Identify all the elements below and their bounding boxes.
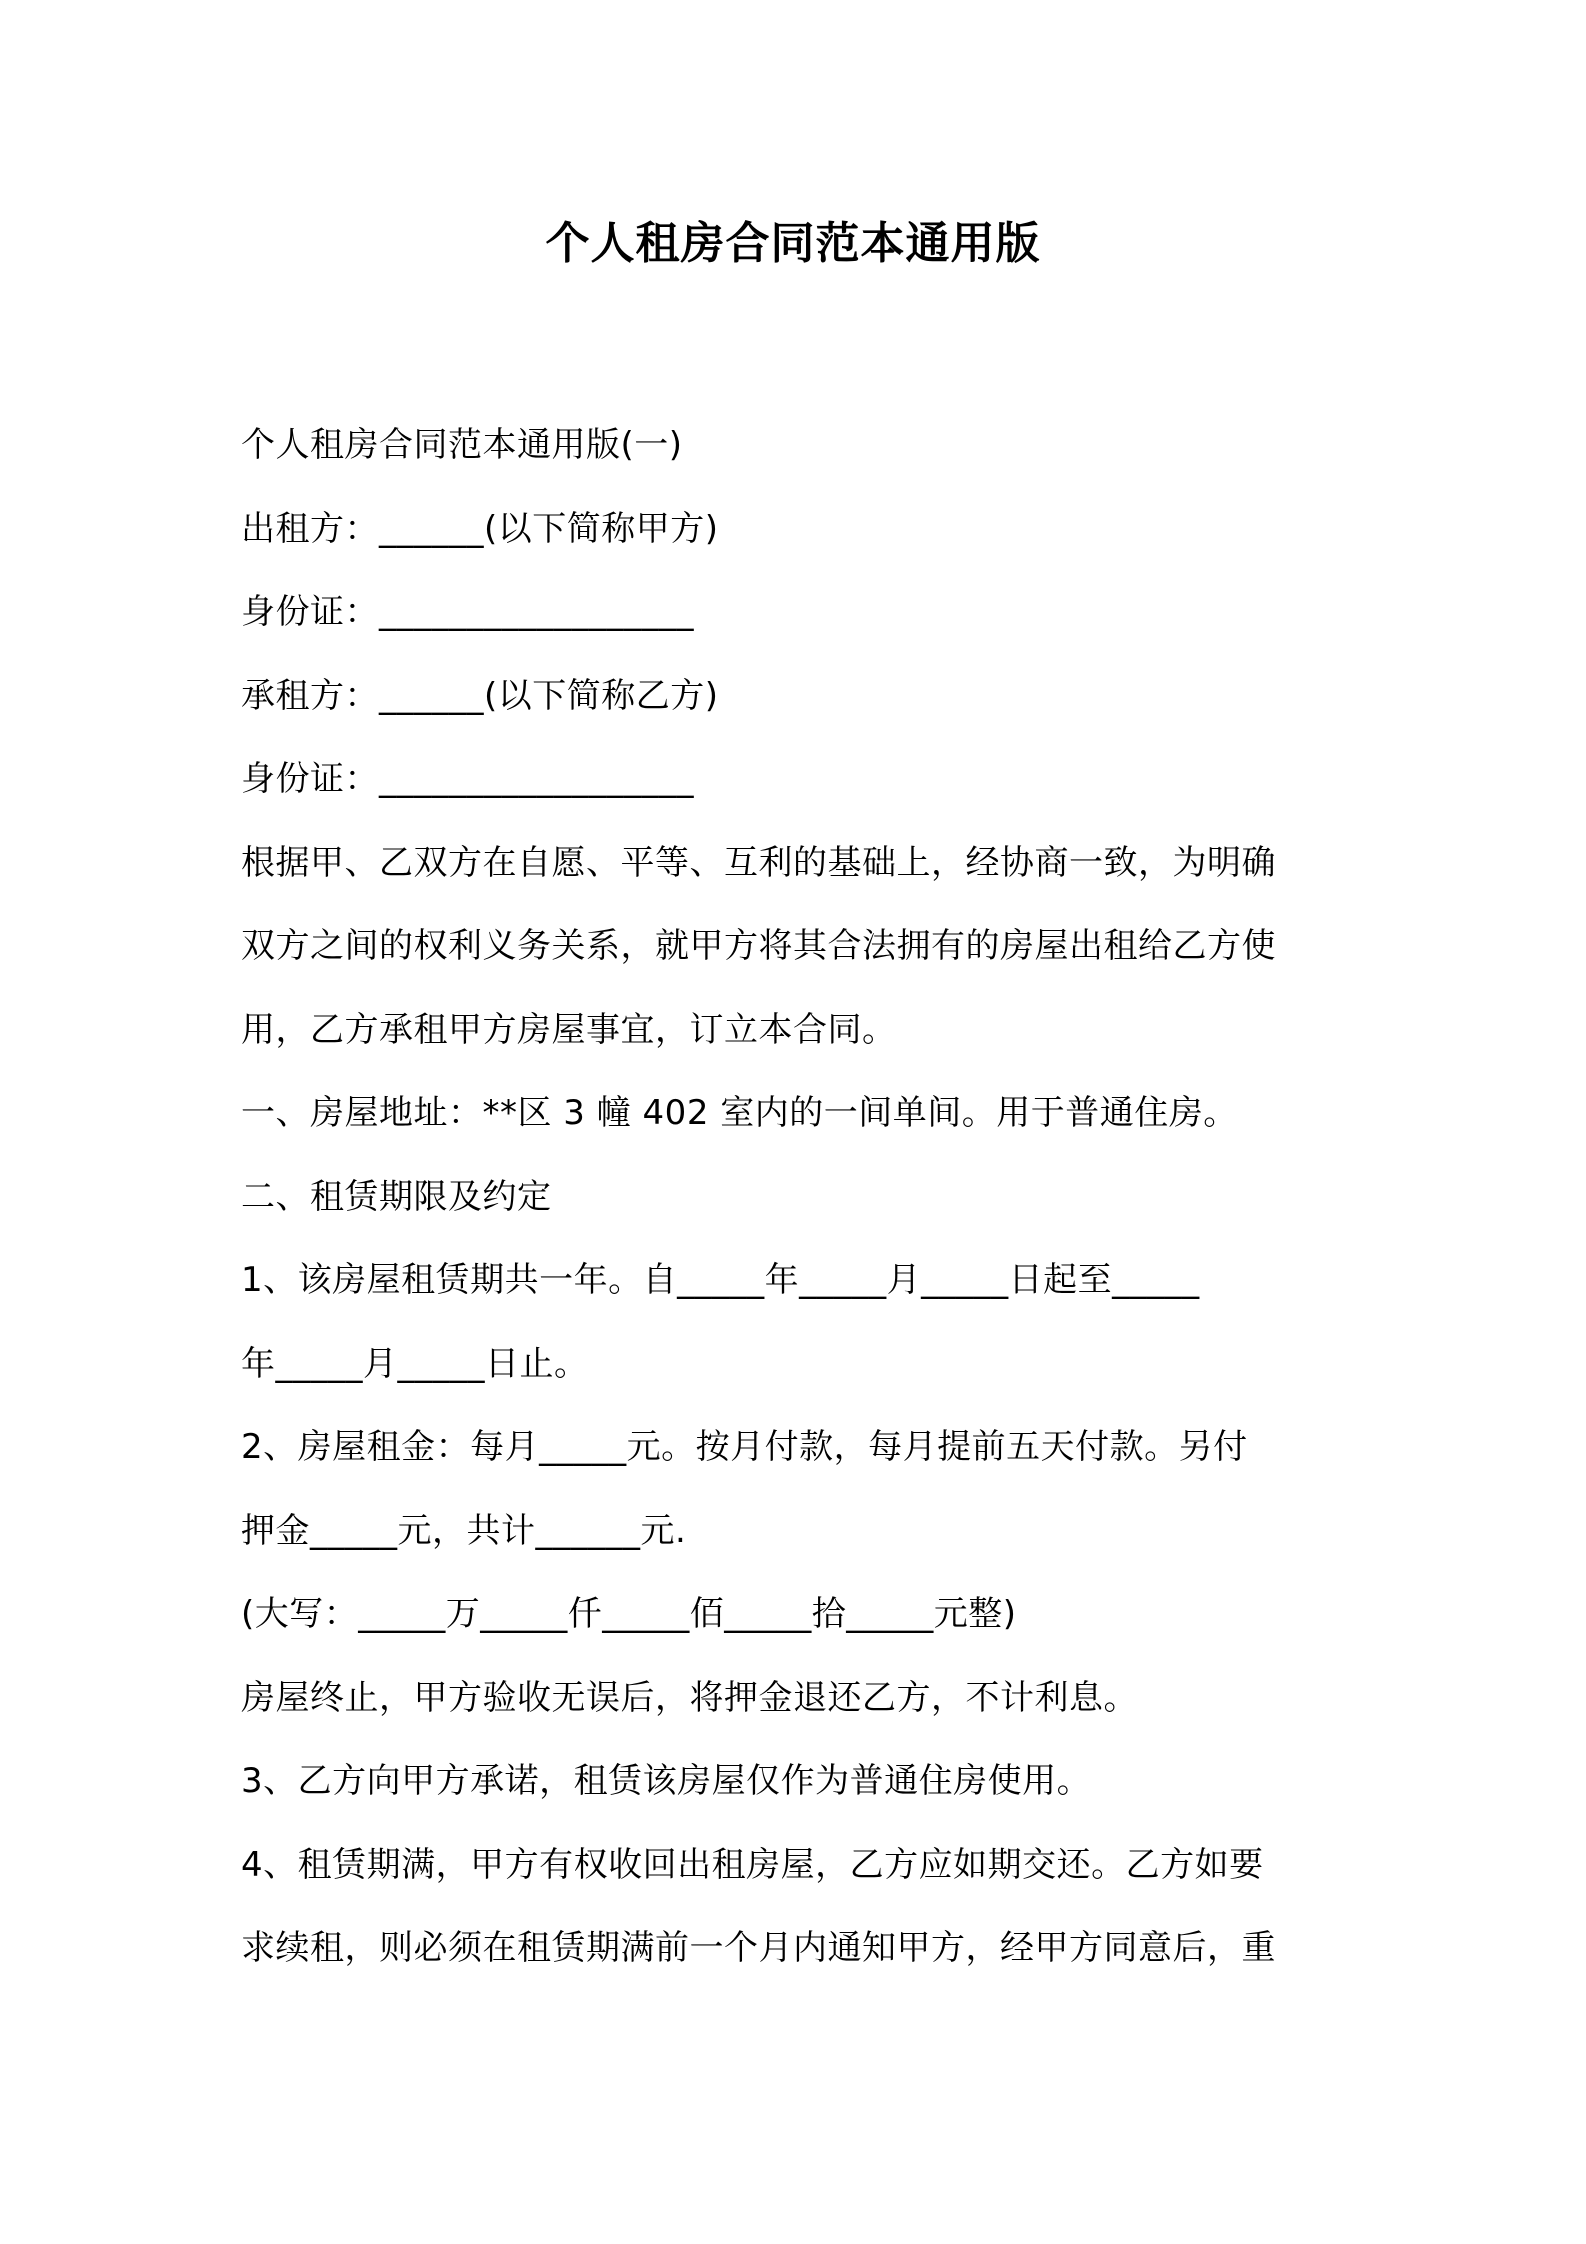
lessee-id-line: 身份证：__________________ (241, 759, 694, 799)
clause-line: (大写：_____万_____仟_____佰_____拾_____元整) (241, 1594, 1017, 1634)
clause-line: 押金_____元，共计______元. (241, 1510, 687, 1551)
clause-term-heading: 二、租赁期限及约定 (241, 1176, 552, 1217)
clause-line: 2、房屋租金：每月_____元。按月付款，每月提前五天付款。另付 (241, 1427, 1248, 1467)
clause-line: 求续租，则必须在租赁期满前一个月内通知甲方，经甲方同意后，重 (241, 1928, 1276, 1968)
preamble-line: 用，乙方承租甲方房屋事宜，订立本合同。 (241, 1009, 897, 1050)
document-body (241, 404, 1361, 1991)
clause-line: 年_____月_____日止。 (241, 1343, 589, 1384)
clause-line: 4、租赁期满，甲方有权收回出租房屋，乙方应如期交还。乙方如要 (241, 1844, 1264, 1885)
lessor-id-line: 身份证：__________________ (241, 592, 694, 632)
lessor-line: 出租方：______(以下简称甲方) (241, 508, 719, 549)
clause-address: 一、房屋地址：**区 3 幢 402 室内的一间单间。用于普通住房。 (241, 1093, 1238, 1133)
clause-line: 3、乙方向甲方承诺，租赁该房屋仅作为普通住房使用。 (241, 1761, 1092, 1801)
lessee-line: 承租方：______(以下简称乙方) (241, 675, 719, 716)
clause-line: 房屋终止，甲方验收无误后，将押金退还乙方，不计利息。 (241, 1677, 1138, 1718)
preamble-line: 根据甲、乙双方在自愿、平等、互利的基础上，经协商一致，为明确 (241, 842, 1276, 883)
document-title: 个人租房合同范本通用版 (545, 218, 1041, 269)
clause-line: 1、该房屋租赁期共一年。自_____年_____月_____日起至_____ (241, 1260, 1200, 1300)
section-heading: 个人租房合同范本通用版(一) (241, 425, 683, 465)
preamble-line: 双方之间的权利义务关系，就甲方将其合法拥有的房屋出租给乙方使 (241, 926, 1276, 966)
